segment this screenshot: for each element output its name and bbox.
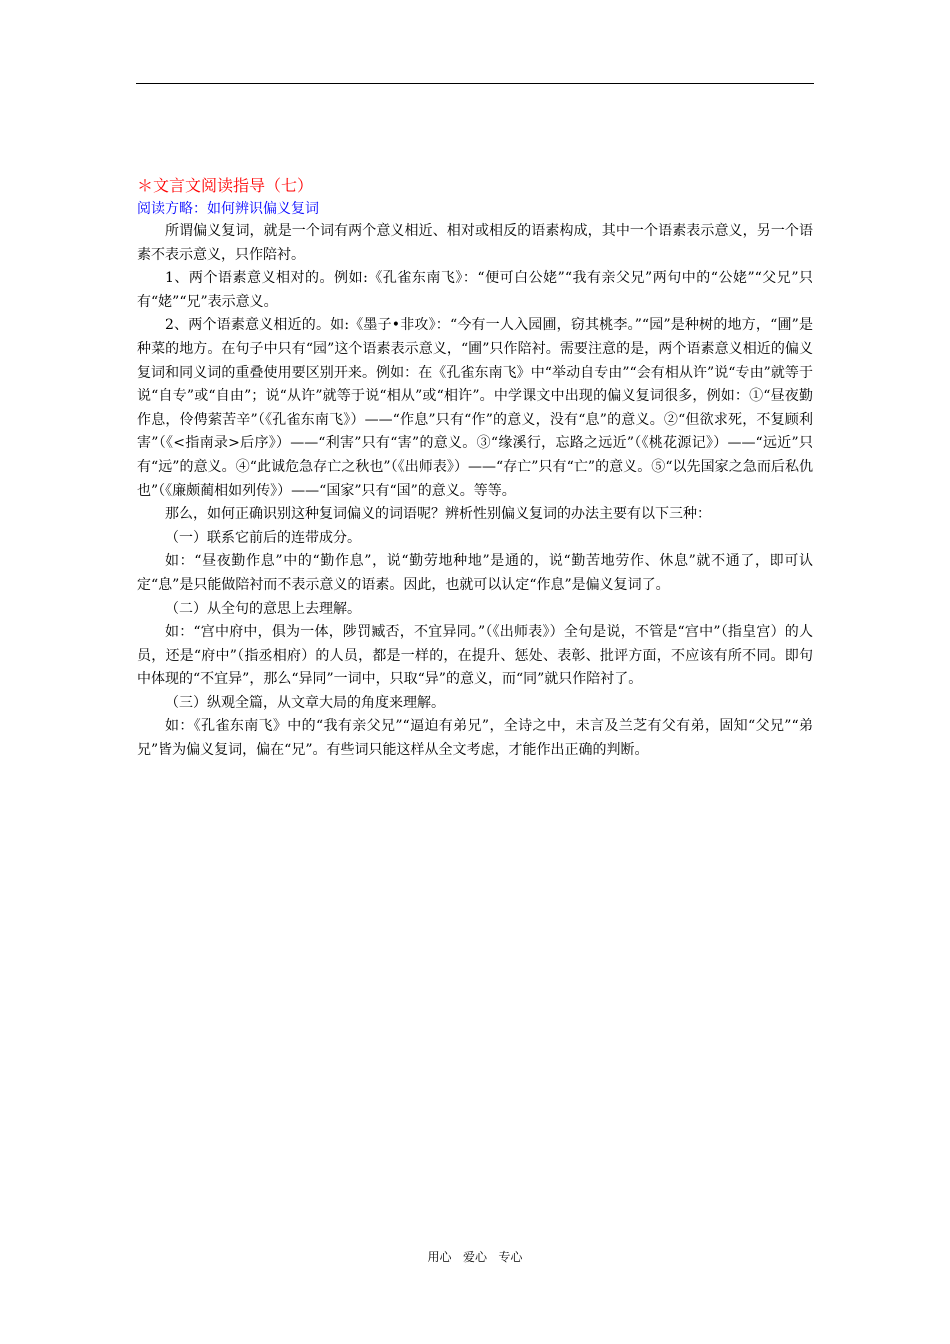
method-heading-3: （三）纵观全篇，从文章大局的角度来理解。 [165,694,445,711]
method-heading-1: （一）联系它前后的连带成分。 [165,529,361,546]
method-example-1: 如：“昼夜勤作息”中的“勤作息”，说“勤劳地种地”是通的，说“勤苦地劳作、休息”就不通了，即可认定“息”是只能做陪衬而不表示意义的语素。因此，也就可以认定“作息”是偏义复词了。 [137,553,813,593]
paragraph-intro: 所谓偏义复词，就是一个词有两个意义相近、相对或相反的语素构成，其中一个语素表示意义，另一个语素不表示意义，只作陪衬。 [137,223,813,263]
method-example-2: 如：“宫中府中，俱为一体，陟罚臧否，不宜异同。”（《出师表》）全句是说，不管是“宫中”（指皇宫）的人员，还是“府中”（指丞相府）的人员，都是一样的，在提升、惩处、表彰、批评方面，不应该有所不同。即句中体现的“不宜异”，那么“异同”一词中，只取“异”的意义，而“同”就只作陪衬了。 [137,624,813,688]
paragraph-opposite-morphemes: 1、两个语素意义相对的。例如:《孔雀东南飞》：“便可白公姥”“我有亲父兄”两句中的“公姥”“父兄”只有“姥”“兄”表示意义。 [137,270,813,310]
header-rule [136,83,814,84]
article-subtitle: 阅读方略：如何辨识偏义复词 [137,201,319,217]
method-example-3: 如：《孔雀东南飞》中的“我有亲父兄”“逼迫有弟兄”，全诗之中，未言及兰芝有父有弟，固知“父兄”“弟兄”皆为偏义复词，偏在“兄”。有些词只能这样从全文考虑，才能作出正确的判断。 [137,718,813,759]
paragraph-methods-intro: 那么，如何正确识别这种复词偏义的词语呢？辨析性别偏义复词的办法主要有以下三种： [165,506,711,523]
page-footer: 用心 爱心 专心 [427,1250,523,1264]
method-heading-2: （二）从全句的意思上去理解。 [165,600,361,617]
article-title: ＊文言文阅读指导（七） [137,176,314,195]
paragraph-similar-morphemes: 2、两个语素意义相近的。如:《墨子•非攻》：“今有一人入园圃，窃其桃李。”“园”是种树的地方，“圃”是种菜的地方。在句子中只有“园”这个语素表示意义，“圃”只作陪衬。需要注意的是，两个语素意义相近的偏义复词和同义词的重叠使用要区别开来。例如：在《孔雀东南飞》中“举动自专由”“会有相从许”说“专由”就等于说“自专”或“自由”；说“从许”就等于说“相从”或“相许”。中学课文中出现的偏义复词很多，例如：①“昼夜勤作息，伶俜萦苦辛”（《孔雀东南飞》）——“作息”只有“作”的意义，没有“息”的意义。②“但欲求死，不复顾利害”（《<指南录>后序》）——“利害”只有“害”的意义。③“缘溪行，忘路之远近”（《桃花源记》）——“远近”只有“远”的意义。④“此诚危急存亡之秋也”（《出师表》）——“存亡”只有“亡”的意义。⑤“以先国家之急而后私仇也”（《廉颇蔺相如列传》）——“国家”只有“国”的意义。等等。 [137,317,813,499]
document-body [137,174,813,763]
